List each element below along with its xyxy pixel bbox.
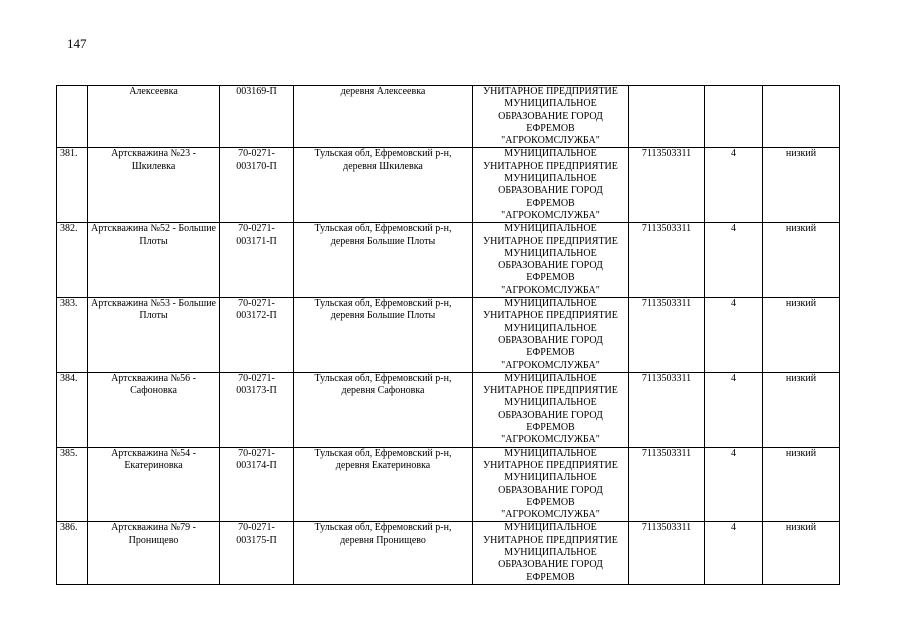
object-code: 003169-П	[220, 86, 294, 148]
object-name: Алексеевка	[88, 86, 220, 148]
operator-org: МУНИЦИПАЛЬНОЕ УНИТАРНОЕ ПРЕДПРИЯТИЕ МУНИЦИПАЛЬНОЕ ОБРАЗОВАНИЕ ГОРОД ЕФРЕМОВ	[473, 522, 629, 584]
object-address: деревня Алексеевка	[294, 86, 473, 148]
object-name: Артскважина №52 - Большие Плоты	[88, 223, 220, 298]
object-code: 70-0271-003175-П	[220, 522, 294, 584]
operator-org: МУНИЦИПАЛЬНОЕ УНИТАРНОЕ ПРЕДПРИЯТИЕ МУНИЦИПАЛЬНОЕ ОБРАЗОВАНИЕ ГОРОД ЕФРЕМОВ "АГРОКОМСЛУЖБА"	[473, 223, 629, 298]
operator-org: МУНИЦИПАЛЬНОЕ УНИТАРНОЕ ПРЕДПРИЯТИЕ МУНИЦИПАЛЬНОЕ ОБРАЗОВАНИЕ ГОРОД ЕФРЕМОВ "АГРОКОМСЛУЖБА"	[473, 447, 629, 522]
table-row	[57, 522, 840, 584]
operator-inn: 7113503311	[629, 148, 705, 223]
operator-inn: 7113503311	[629, 223, 705, 298]
risk-level: низкий	[763, 522, 840, 584]
operator-inn: 7113503311	[629, 447, 705, 522]
object-category: 4	[705, 522, 763, 584]
object-code: 70-0271-003171-П	[220, 223, 294, 298]
risk-level	[763, 86, 840, 148]
risk-level: низкий	[763, 372, 840, 447]
object-address: Тульская обл, Ефремовский р-н, деревня Пронищево	[294, 522, 473, 584]
risk-level: низкий	[763, 223, 840, 298]
risk-level: низкий	[763, 148, 840, 223]
object-name: Артскважина №56 - Сафоновка	[88, 372, 220, 447]
risk-level: низкий	[763, 298, 840, 373]
operator-org: МУНИЦИПАЛЬНОЕ УНИТАРНОЕ ПРЕДПРИЯТИЕ МУНИЦИПАЛЬНОЕ ОБРАЗОВАНИЕ ГОРОД ЕФРЕМОВ "АГРОКОМСЛУЖБА"	[473, 148, 629, 223]
registry-table	[56, 85, 840, 585]
operator-org: УНИТАРНОЕ ПРЕДПРИЯТИЕ МУНИЦИПАЛЬНОЕ ОБРАЗОВАНИЕ ГОРОД ЕФРЕМОВ "АГРОКОМСЛУЖБА"	[473, 86, 629, 148]
object-category: 4	[705, 223, 763, 298]
operator-inn: 7113503311	[629, 372, 705, 447]
table-row	[57, 298, 840, 373]
object-category: 4	[705, 298, 763, 373]
object-code: 70-0271-003172-П	[220, 298, 294, 373]
object-address: Тульская обл, Ефремовский р-н, деревня Большие Плоты	[294, 298, 473, 373]
row-number	[57, 86, 88, 148]
object-address: Тульская обл, Ефремовский р-н, деревня Шкилевка	[294, 148, 473, 223]
object-category	[705, 86, 763, 148]
row-number: 381.	[57, 148, 88, 223]
object-code: 70-0271-003173-П	[220, 372, 294, 447]
table-row	[57, 86, 840, 148]
object-code: 70-0271-003170-П	[220, 148, 294, 223]
object-category: 4	[705, 447, 763, 522]
object-category: 4	[705, 372, 763, 447]
object-address: Тульская обл, Ефремовский р-н, деревня Большие Плоты	[294, 223, 473, 298]
object-address: Тульская обл, Ефремовский р-н, деревня Екатериновка	[294, 447, 473, 522]
row-number: 386.	[57, 522, 88, 584]
operator-org: МУНИЦИПАЛЬНОЕ УНИТАРНОЕ ПРЕДПРИЯТИЕ МУНИЦИПАЛЬНОЕ ОБРАЗОВАНИЕ ГОРОД ЕФРЕМОВ "АГРОКОМСЛУЖБА"	[473, 372, 629, 447]
object-name: Артскважина №23 - Шкилевка	[88, 148, 220, 223]
object-address: Тульская обл, Ефремовский р-н, деревня Сафоновка	[294, 372, 473, 447]
table-row	[57, 223, 840, 298]
object-name: Артскважина №54 - Екатериновка	[88, 447, 220, 522]
operator-inn	[629, 86, 705, 148]
object-code: 70-0271-003174-П	[220, 447, 294, 522]
page-number: 147	[67, 36, 87, 51]
object-name: Артскважина №79 - Пронищево	[88, 522, 220, 584]
risk-level: низкий	[763, 447, 840, 522]
table-row	[57, 447, 840, 522]
object-category: 4	[705, 148, 763, 223]
table-row	[57, 148, 840, 223]
row-number: 385.	[57, 447, 88, 522]
object-name: Артскважина №53 - Большие Плоты	[88, 298, 220, 373]
operator-inn: 7113503311	[629, 298, 705, 373]
row-number: 382.	[57, 223, 88, 298]
row-number: 383.	[57, 298, 88, 373]
row-number: 384.	[57, 372, 88, 447]
operator-inn: 7113503311	[629, 522, 705, 584]
operator-org: МУНИЦИПАЛЬНОЕ УНИТАРНОЕ ПРЕДПРИЯТИЕ МУНИЦИПАЛЬНОЕ ОБРАЗОВАНИЕ ГОРОД ЕФРЕМОВ "АГРОКОМСЛУЖБА"	[473, 298, 629, 373]
table-row	[57, 372, 840, 447]
